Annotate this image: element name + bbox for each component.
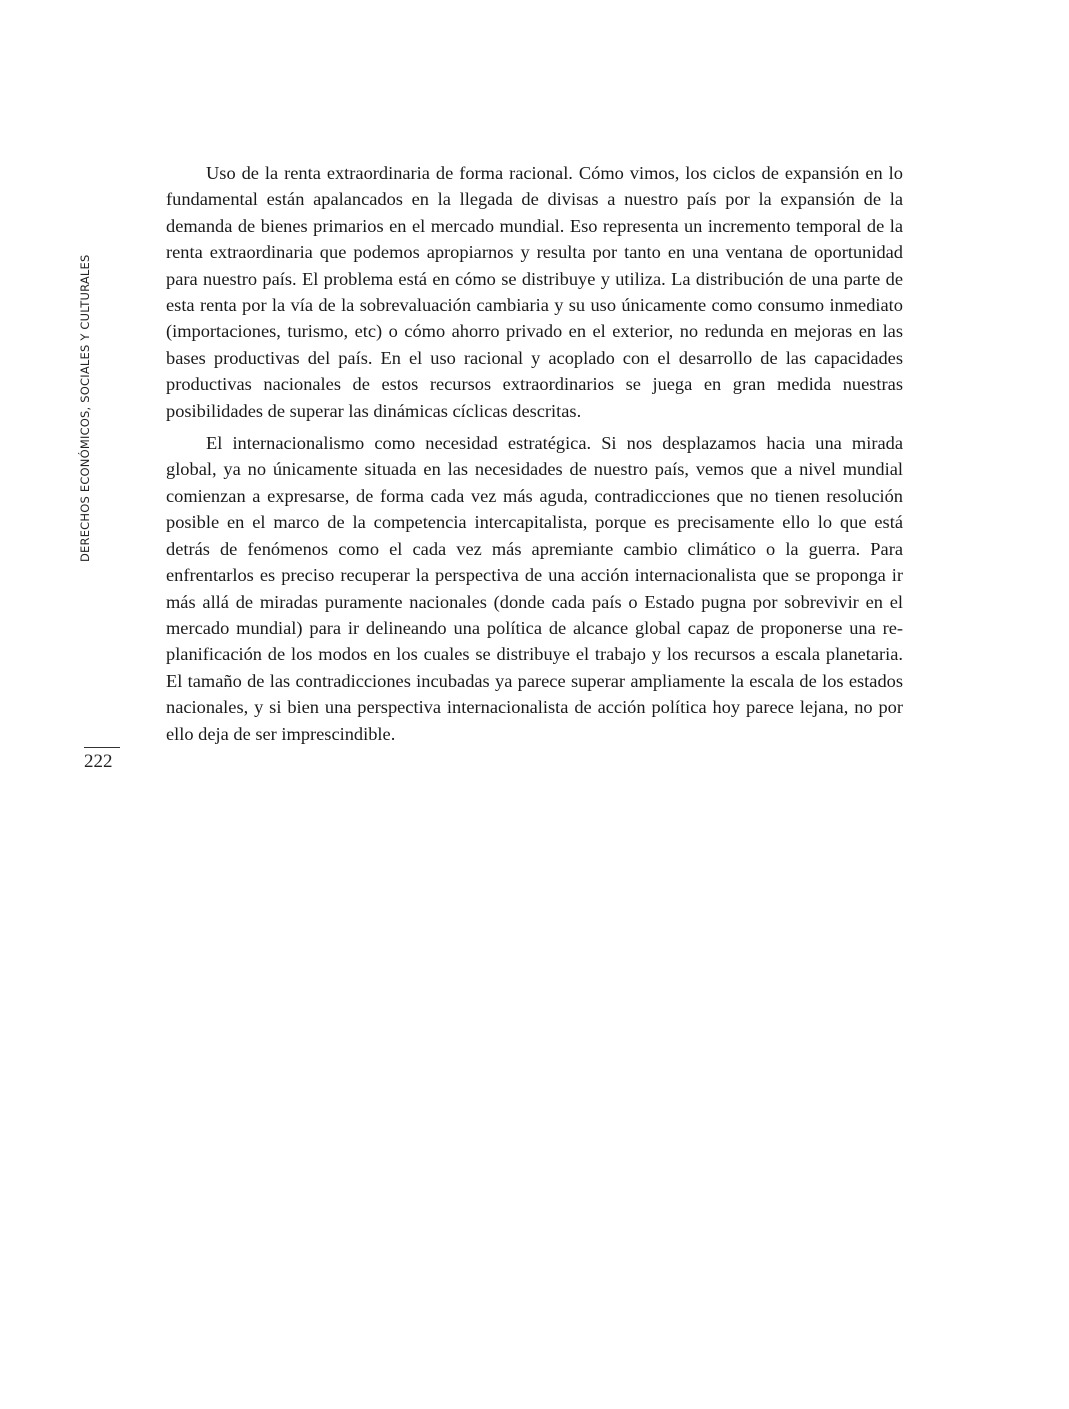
page-number-rule [84,747,120,748]
paragraph: El internacionalismo como necesidad estratégica. Si nos desplazamos hacia una mirada global, ya no únicamente situada en las necesidades de nuestro país, vemos que a nivel mundial comienzan a expresarse, de forma cada vez más aguda, contradicciones que no tienen resolución posible en el marco de la competencia intercapitalista, porque es precisamente ello lo que está detrás de fenómenos como el cada vez más apremiante cambio climático o la guerra. Para enfrentarlos es preciso recuperar la perspectiva de una acción internacionalista que se proponga ir más allá de miradas puramente nacionales (donde cada país o Estado pugna por sobrevivir en el mercado mundial) para ir delineando una política de alcance global capaz de proponerse una re-planificación de los modos en los cuales se distribuye el trabajo y los recursos a escala planetaria. El tamaño de las contradicciones incubadas ya parece superar ampliamente la escala de los estados nacionales, y si bien una perspectiva internacionalista de acción política hoy parece lejana, no por ello deja de ser imprescindible. [166,433,903,744]
paragraph: Uso de la renta extraordinaria de forma racional. Cómo vimos, los ciclos de expansión en lo fundamental están apalancados en la llegada de divisas a nuestro país por la expansión de la demanda de bienes primarios en el mercado mundial. Eso representa un incremento temporal de la renta extraordinaria que podemos apropiarnos y resulta por tanto en una ventana de oportunidad para nuestro país. El problema está en cómo se distribuye y utiliza. La distribución de una parte de esta renta por la vía de la sobrevaluación cambiaria y su uso únicamente como consumo inmediato (importaciones, turismo, etc) o cómo ahorro privado en el exterior, no redunda en mejoras en las bases productivas del país. En el uso racional y acoplado con el desarrollo de las capacidades productivas nacionales de estos recursos extraordinarios se juega en gran medida nuestras posibilidades de superar las dinámicas cíclicas descritas. [166,163,903,421]
page-number: 222 [84,751,113,772]
body-text [166,160,903,753]
running-head: DERECHOS ECONÓMICOS, SOCIALES Y CULTURALES [78,254,92,562]
